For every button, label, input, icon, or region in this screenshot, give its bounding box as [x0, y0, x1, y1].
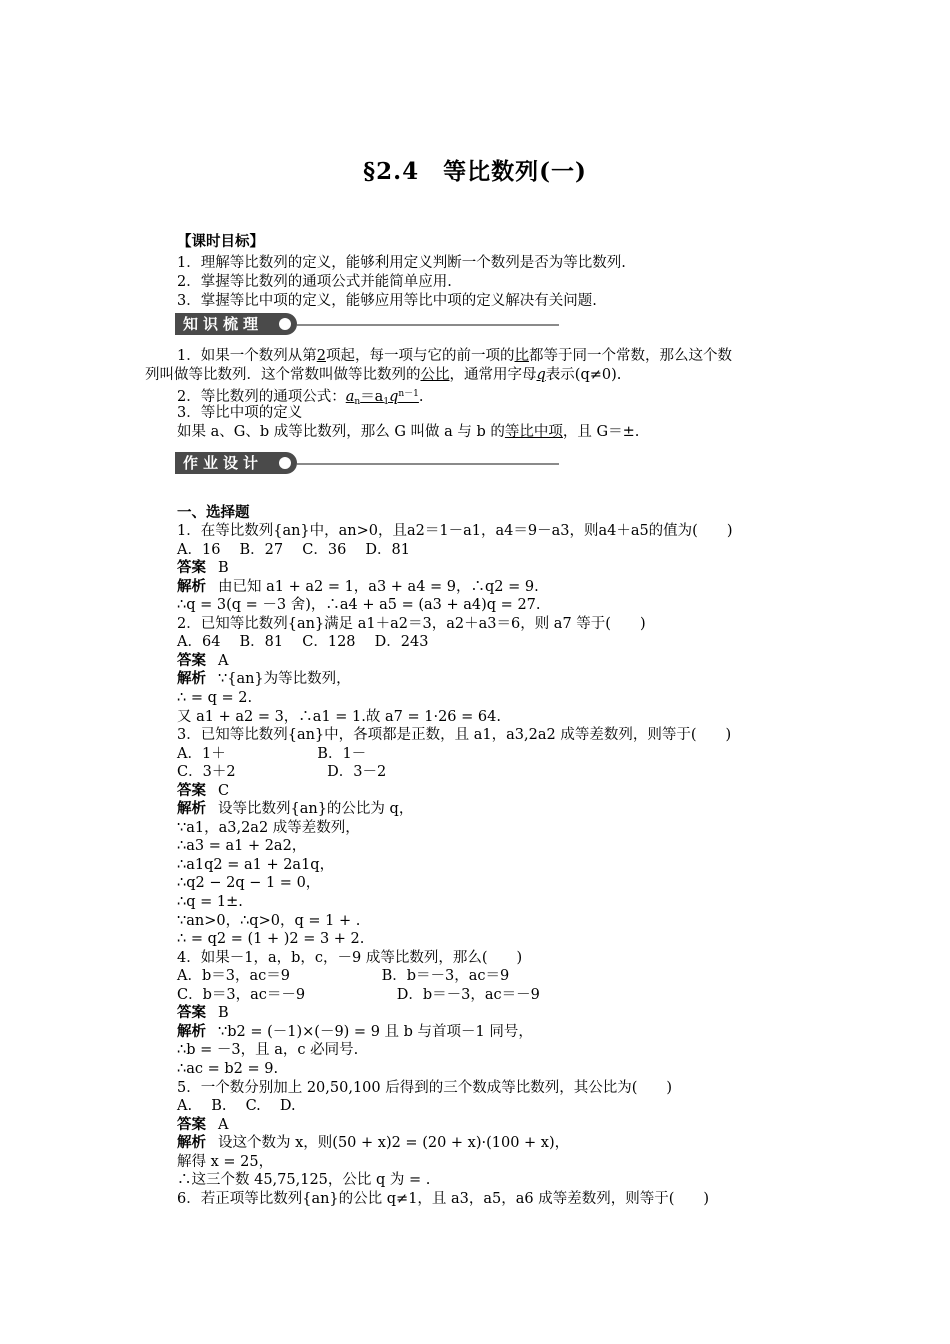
page-title: §2.4 等比数列(一) — [363, 158, 587, 185]
homework-banner — [175, 452, 297, 474]
exercise-line: ∴ = q = 2. — [177, 689, 253, 706]
answer-label: 答案 — [177, 559, 206, 577]
homework-rule — [297, 463, 559, 465]
answer-label: 答案 — [177, 651, 206, 669]
goal-item-3: 3．掌握等比中项的定义，能够应用等比中项的定义解决有关问题. — [177, 293, 597, 309]
knowledge-line-4: 3．等比中项的定义 — [177, 405, 303, 421]
exercise-line: A．16 B．27 C．36 D．81 — [177, 541, 410, 558]
knowledge-banner-label: 知识梳理 — [183, 315, 264, 333]
answer-text: ∵{an}为等比数列， — [218, 671, 351, 688]
banner-dot-icon — [279, 318, 291, 330]
exercise-line: A．1＋ B．1－ — [177, 745, 367, 762]
banner-dot-icon — [279, 457, 291, 469]
exercise-line: 1．在等比数列{an}中，an>0，且a2＝1－a1，a4＝9－a3，则a4＋a5的值为( ) — [177, 523, 733, 539]
exercise-line: 3．已知等比数列{an}中，各项都是正数，且 a1，a3,2a2 成等差数列，则等于( ) — [177, 727, 732, 744]
answer-label: 解析 — [177, 1022, 206, 1040]
answer-text: A — [218, 1116, 229, 1133]
exercise-line — [177, 1004, 229, 1022]
exercise-line: ∴a3 = a1 + 2a2， — [177, 838, 307, 855]
answer-text: 由已知 a1 + a2 = 1，a3 + a4 = 9，∴q2 = 9. — [218, 578, 539, 595]
section-heading: 一、选择题 — [177, 504, 250, 521]
exercise-line: 又 a1 + a2 = 3，∴a1 = 1.故 a7 = 1·26 = 64. — [177, 708, 501, 725]
knowledge-line-5: 如果 a、G、b 成等比数列，那么 G 叫做 a 与 b 的等比中项，且 G＝±. — [177, 424, 640, 440]
exercise-line: ∴a1q2 = a1 + 2a1q， — [177, 856, 335, 873]
exercise-line: C．b＝3，ac＝－9 D．b＝－3，ac＝－9 — [177, 986, 540, 1003]
exercise-line: ∴q2 − 2q − 1 = 0， — [177, 875, 321, 892]
exercise-line: 6．若正项等比数列{an}的公比 q≠1，且 a3，a5，a6 成等差数列，则等于( ) — [177, 1190, 710, 1207]
answer-label: 解析 — [177, 670, 206, 688]
answer-label: 答案 — [177, 1115, 206, 1133]
exercise-line: ∵an>0，∴q>0，q = 1 + . — [177, 912, 361, 929]
answer-text: 设这个数为 x，则(50 + x)2 = (20 + x)·(100 + x)， — [218, 1135, 570, 1152]
exercise-line: ∴q = 1±. — [177, 894, 243, 910]
exercise-line: 4．如果－1，a，b，c，－9 成等比数列，那么( ) — [177, 949, 523, 966]
exercise-line: A．b＝3，ac＝9 B．b＝－3，ac＝9 — [177, 968, 510, 985]
exercise-line: 解得 x = 25， — [177, 1153, 274, 1170]
exercise-line — [177, 1116, 228, 1134]
exercise-line — [177, 782, 229, 800]
answer-label: 解析 — [177, 1134, 206, 1152]
exercise-line: ∴q = 3(q = －3 舍)，∴a4 + a5 = (a3 + a4)q = 27. — [177, 597, 541, 614]
answer-text: C — [218, 782, 230, 799]
answer-label: 解析 — [177, 800, 206, 818]
answer-label: 解析 — [177, 577, 206, 595]
goal-item-1: 1．理解等比数列的定义，能够利用定义判断一个数列是否为等比数列. — [177, 255, 626, 271]
exercise-line: ∴b = －3，且 a，c 必同号. — [177, 1042, 359, 1059]
exercise-line — [177, 1023, 533, 1041]
exercise-line: ∴ac = b2 = 9. — [177, 1060, 279, 1077]
answer-text: ∵b2 = (－1)×(－9) = 9 且 b 与首项－1 同号， — [218, 1023, 533, 1040]
exercise-line — [177, 559, 229, 577]
exercise-line — [177, 1134, 569, 1152]
answer-text: A — [218, 652, 229, 669]
exercise-line: ∵a1，a3,2a2 成等差数列， — [177, 819, 360, 836]
exercise-line: C．3＋2 D．3－2 — [177, 764, 387, 781]
knowledge-line-3: 2．等比数列的通项公式：$a_n=a_1q^{n-1}$. — [177, 389, 424, 407]
answer-text: B — [218, 560, 229, 577]
knowledge-banner — [175, 313, 297, 335]
exercise-line: A. B. C. D. — [177, 1098, 296, 1115]
goals-header: 【课时目标】 — [177, 233, 264, 250]
exercise-line — [177, 800, 413, 818]
exercise-line: 5．一个数分别加上 20,50,100 后得到的三个数成等比数列，其公比为( ) — [177, 1079, 673, 1096]
answer-text: 设等比数列{an}的公比为 q， — [218, 801, 414, 818]
exercise-line — [177, 652, 228, 670]
homework-banner-label: 作业设计 — [183, 454, 264, 472]
exercise-line: 2．已知等比数列{an}满足 a1＋a2＝3，a2＋a3＝6，则 a7 等于( ) — [177, 615, 646, 632]
exercise-line — [177, 578, 539, 596]
answer-label: 答案 — [177, 781, 206, 799]
knowledge-line-2: 列叫做等比数列．这个常数叫做等比数列的公比，通常用字母q表示(q≠0). — [145, 367, 622, 383]
exercise-line: ∴ = q2 = (1 + )2 = 3 + 2. — [177, 931, 365, 948]
exercise-line — [177, 670, 351, 688]
answer-label: 答案 — [177, 1004, 206, 1022]
exercise-line: ∴这三个数 45,75,125，公比 q 为 = . — [177, 1172, 431, 1189]
exercise-line: A．64 B．81 C．128 D．243 — [177, 634, 429, 651]
answer-text: B — [218, 1005, 229, 1022]
knowledge-rule — [297, 324, 559, 326]
knowledge-line-1: 1．如果一个数列从第2项起，每一项与它的前一项的比都等于同一个常数，那么这个数 — [177, 348, 732, 364]
goal-item-2: 2．掌握等比数列的通项公式并能简单应用. — [177, 274, 452, 290]
